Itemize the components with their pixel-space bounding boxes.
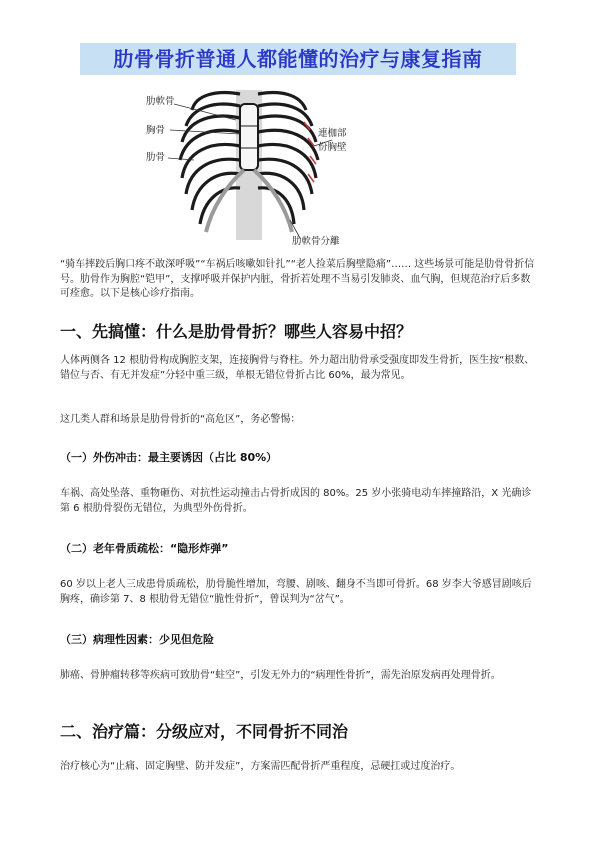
label-flail-line2: 份胸壁	[318, 142, 347, 153]
section2-heading: 二、治疗篇：分级应对，不同骨折不同治	[60, 722, 349, 741]
label-rib: 肋骨	[146, 152, 166, 163]
sub3-paragraph: 肺癌、骨肿瘤转移等疾病可致肋骨“蛀空”，引发无外力的“病理性骨折”，需先治原发病再处理骨折。	[60, 670, 501, 681]
section1-risk-intro: 这几类人群和场景是肋骨骨折的“高危区”，务必警惕：	[60, 414, 301, 425]
sub3-heading: （三）病理性因素：少见但危险	[60, 633, 214, 646]
sub2-heading: （二）老年骨质疏松：“隐形炸弹”	[60, 542, 229, 555]
rib-cage-illustration	[140, 90, 358, 252]
sub1-heading: （一）外伤冲击：最主要诱因（占比 80%）	[60, 451, 278, 464]
page-title: 肋骨骨折普通人都能懂的治疗与康复指南	[80, 43, 516, 75]
rib-cage-figure	[140, 90, 358, 252]
section1-paragraph: 人体两侧各 12 根肋骨构成胸腔支架，连接胸骨与脊柱。外力超出肋骨承受强度即发生骨折，医生按“根数、错位与否、有无并发症”分轻中重三级，单根无错位骨折占比 60%，最为常见。	[60, 355, 535, 381]
label-cartilage-separation: 肋軟骨分離	[292, 236, 340, 247]
label-sternum: 胸骨	[146, 125, 166, 136]
section2-paragraph: 治疗核心为“止痛、固定胸壁、防并发症”，方案需匹配骨折严重程度，忌硬扛或过度治疗。	[60, 761, 461, 772]
label-flail-line1: 連枷部	[318, 128, 347, 139]
intro-paragraph: “骑车摔跤后胸口疼不敢深呼吸”“车祸后咳嗽如针扎”“老人捡菜后胸壁隐痛”…… 这些场景可能是肋骨骨折信号。肋骨作为胸腔“铠甲”，支撑呼吸并保护内脏，骨折若处理不当易引发肺炎、血气胸，但规范治疗后多数可痊愈。以下是核心诊疗指南。	[60, 259, 535, 299]
section1-heading: 一、先搞懂：什么是肋骨骨折？哪些人容易中招？	[60, 322, 413, 341]
sub2-paragraph: 60 岁以上老人三成患骨质疏松，肋骨脆性增加，弯腰、剧咳、翻身不当即可骨折。68 岁李大爷感冒剧咳后胸疼，确诊第 7、8 根肋骨无错位“脆性骨折”，曾误判为“岔气”。	[60, 579, 532, 605]
label-costal-cartilage: 肋軟骨	[146, 96, 175, 107]
sub1-paragraph: 车祸、高处坠落、重物砸伤、对抗性运动撞击占骨折成因的 80%。25 岁小张骑电动车摔撞路沿，X 光确诊第 6 根肋骨裂伤无错位，为典型外伤骨折。	[60, 488, 532, 514]
